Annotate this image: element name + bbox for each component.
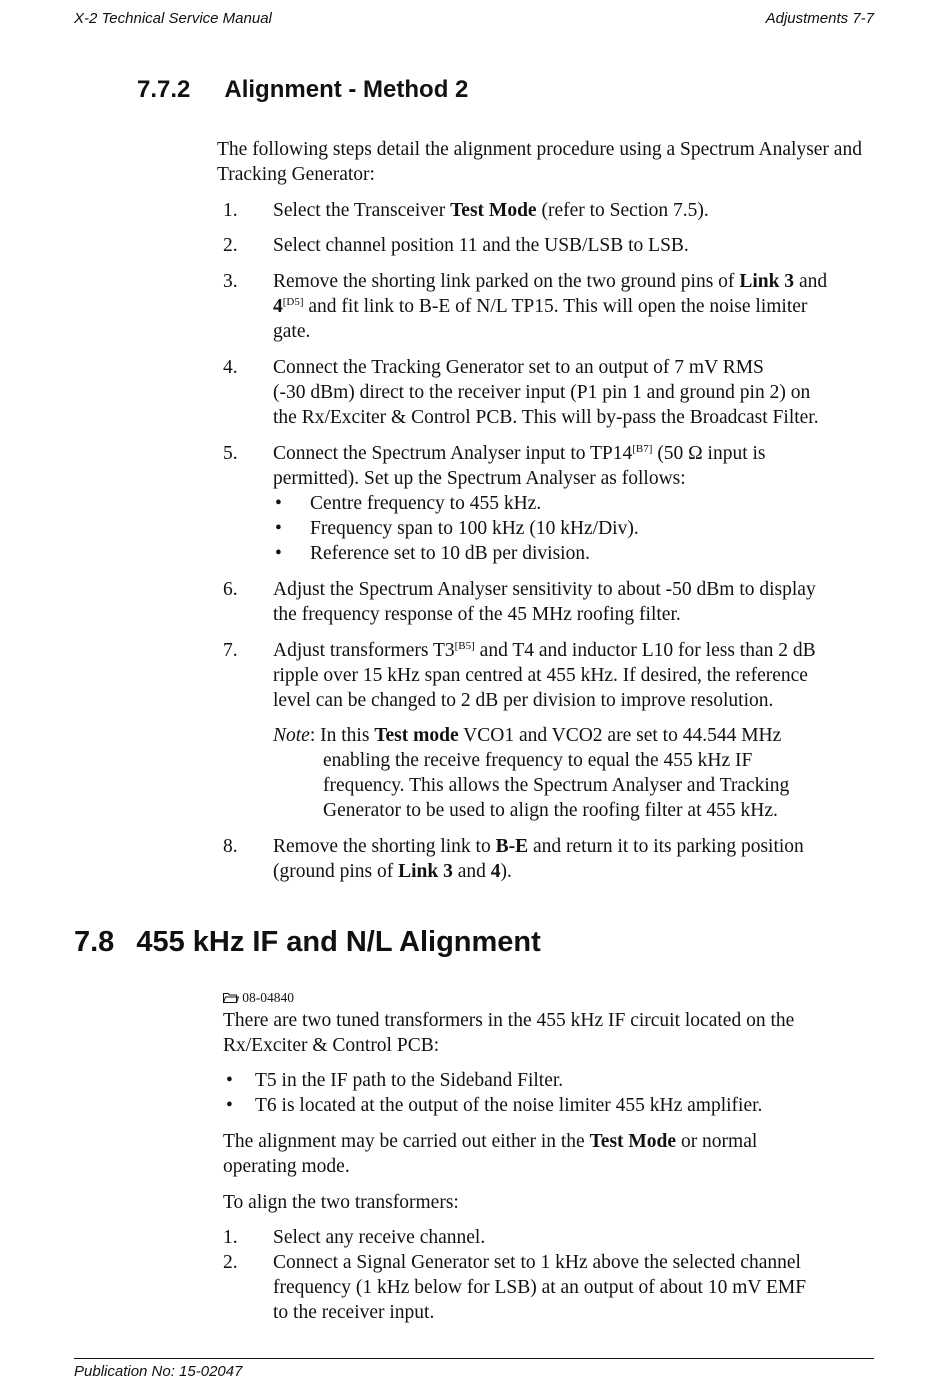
section-78-para-3: To align the two transformers: (223, 1192, 459, 1213)
section-772-intro: The following steps detail the alignment procedure using a Spectrum Analyser and Tracking Generator: (217, 139, 862, 185)
list-item: T5 in the IF path to the Sideband Filter. (255, 1070, 564, 1091)
doc-reference: 08-04840 (223, 989, 294, 1007)
step-number: 4. (223, 357, 238, 378)
folder-icon (223, 990, 242, 1005)
step-3-text: Remove the shorting link parked on the two ground pins of Link 3 and 4[D5] and fit link to B-E of N/L TP15. This will open the noise limiter gate. (273, 271, 828, 342)
step-4-text: Connect the Tracking Generator set to an output of 7 mV RMS (-30 dBm) direct to the receiver input (P1 pin 1 and ground pin 2) on the Rx/Exciter & Control PCB. This will by-pass the Broadcast Filter. (273, 357, 819, 428)
step-8-text: Remove the shorting link to B-E and return it to its parking position (ground pins of Link 3 and 4). (273, 836, 804, 882)
section-78-heading (74, 926, 541, 959)
step-number: 7. (223, 640, 238, 661)
step-number: 6. (223, 579, 238, 600)
step-7-text: Adjust transformers T3[B5] and T4 and inductor L10 for less than 2 dB ripple over 15 kHz span centred at 455 kHz. If desired, the reference level can be changed to 2 dB per division to improve resolution. (273, 640, 816, 711)
step-number: 8. (223, 836, 238, 857)
header-page-number: Adjustments 7-7 (765, 10, 874, 27)
section-number: 7.7.2 (137, 76, 191, 103)
step-number: 1. (223, 200, 238, 221)
section-772-heading (137, 76, 468, 104)
section-title: 455 kHz IF and N/L Alignment (136, 926, 541, 958)
bullet-icon: • (275, 493, 282, 514)
step-number: 2. (223, 235, 238, 256)
section-title: Alignment - Method 2 (224, 76, 469, 103)
list-item: Reference set to 10 dB per division. (310, 543, 590, 564)
step-number: 2. (223, 1252, 238, 1273)
bullet-icon: • (275, 518, 282, 539)
bullet-icon: • (226, 1070, 233, 1091)
header-manual-title: X-2 Technical Service Manual (74, 10, 272, 27)
bullet-icon: • (275, 543, 282, 564)
list-item: T6 is located at the output of the noise limiter 455 kHz amplifier. (255, 1095, 763, 1116)
step-number: 5. (223, 443, 238, 464)
note-line-1: Note: In this Test mode VCO1 and VCO2 are set to 44.544 MHz (273, 725, 782, 746)
step-5-text: Connect the Spectrum Analyser input to TP14[B7] (50 Ω input is permitted). Set up the Spectrum Analyser as follows: (273, 443, 766, 489)
footer-publication-number: Publication No: 15-02047 (74, 1363, 243, 1380)
step-number: 1. (223, 1227, 238, 1248)
section-78-para-2: The alignment may be carried out either in the Test Mode or normal operating mode. (223, 1131, 758, 1177)
section-78-intro: There are two tuned transformers in the 455 kHz IF circuit located on the Rx/Exciter & Control PCB: (223, 1010, 795, 1056)
list-item: Frequency span to 100 kHz (10 kHz/Div). (310, 518, 639, 539)
step-1-text: Select the Transceiver Test Mode (refer to Section 7.5). (273, 200, 709, 221)
note-body: enabling the receive frequency to equal the 455 kHz IF frequency. This allows the Spectrum Analyser and Tracking Generator to be used to align the roofing filter at 455 kHz. (323, 750, 790, 821)
bullet-icon: • (226, 1095, 233, 1116)
align-step-2-text: Connect a Signal Generator set to 1 kHz above the selected channel frequency (1 kHz below for LSB) at an output of about 10 mV EMF to the receiver input. (273, 1252, 807, 1323)
step-2-text: Select channel position 11 and the USB/LSB to LSB. (273, 235, 689, 256)
step-6-text: Adjust the Spectrum Analyser sensitivity to about -50 dBm to display the frequency response of the 45 MHz roofing filter. (273, 579, 816, 625)
align-step-1-text: Select any receive channel. (273, 1227, 486, 1248)
step-number: 3. (223, 271, 238, 292)
section-number: 7.8 (74, 926, 115, 958)
footer-rule (74, 1358, 874, 1359)
list-item: Centre frequency to 455 kHz. (310, 493, 542, 514)
